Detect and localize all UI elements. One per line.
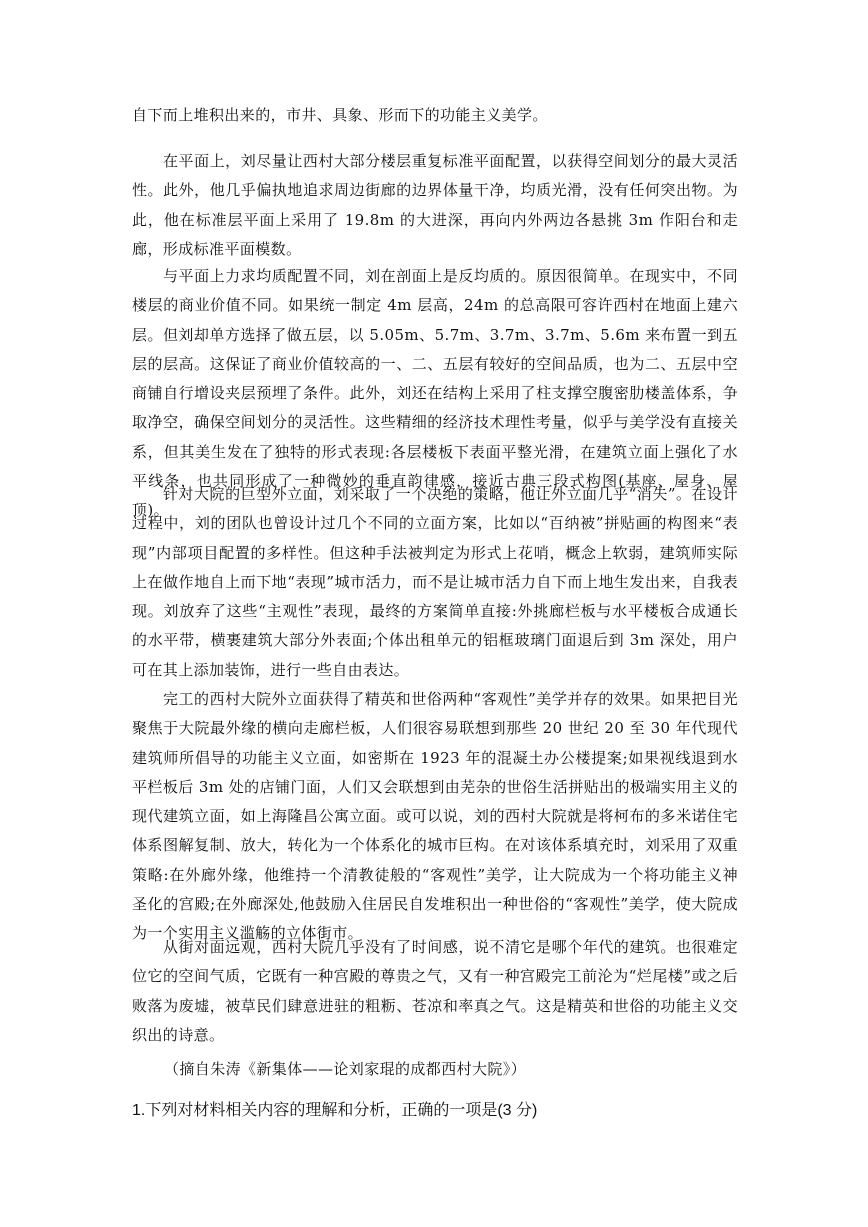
paragraph-facade-strategy: 针对大院的巨型外立面，刘采取了一个决绝的策略，他让外立面几乎“消失”。在设计过程中，刘的团队也曾设计过几个不同的立面方案，比如以“百纳被”拼贴画的构图来“表现”内部项目配置的多样性。但这种手法被判定为形式上花哨，概念上软弱，建筑师实际上在做作地自上而下地“表现”城市活力，而不是让城市活力自下而上地生发出来，自我表现。刘放弃了这些“主观性”表现，最终的方案简单直接:外挑廊栏板与水平楼板合成通长的水平带，横裹建筑大部分外表面;个体出租单元的铝框玻璃门面退后到 3m 深处，用户可在其上添加装饰，进行一些自由表达。 xyxy=(132,485,738,679)
paragraph-continuation: 自下而上堆积出来的，市井、具象、形而下的功能主义美学。 xyxy=(132,106,548,124)
paragraph-plan-layout: 在平面上，刘尽量让西村大部分楼层重复标准平面配置，以获得空间划分的最大灵活性。此外，他几乎偏执地追求周边街廊的边界体量干净，均质光滑，没有任何突出物。为此，他在标准层平面上采用了 19.8m 的大进深，再向内外两边各悬挑 3m 作阳台和走廊，形成标准平面模数。 xyxy=(132,152,738,258)
paragraph-section-heights: 与平面上力求均质配置不同，刘在剖面上是反均质的。原因很简单。在现实中，不同楼层的商业价值不同。如果统一制定 4m 层高，24m 的总高限可容许西村在地面上建六层。但刘却单方选择了做五层，以 5.05m、5.7m、3.7m、3.7m、5.6m 来布置一到五层的层高。这保证了商业价值较高的一、二、五层有较好的空间品质，也为二、五层中空商铺自行增设夹层预埋了条件。此外，刘还在结构上采用了柱支撑空腹密肋楼盖体系，争取净空，确保空间划分的灵活性。这些精细的经济技术理性考量，似乎与美学没有直接关系，但其美生发在了独特的形式表现:各层楼板下表面平整光滑，在建筑立面上强化了水平线条，也共同形成了一种微妙的垂直韵律感，接近古典三段式构图(基座、屋身、屋顶)。 xyxy=(132,267,738,520)
source-citation: （摘自朱涛《新集体——论刘家琨的成都西村大院》） xyxy=(164,1060,527,1078)
paragraph-objective-aesthetics: 完工的西村大院外立面获得了精英和世俗两种“客观性”美学并存的效果。如果把目光聚焦于大院最外缘的横向走廊栏板，人们很容易联想到那些 20 世纪 20 至 30 年代现代建筑师所倡导的功能主义立面，如密斯在 1923 年的混凝土办公楼提案;如果视线退到水平栏板后 3m 处的店铺门面，人们又会联想到由芜杂的世俗生活拼贴出的极端实用主义的现代建筑立面，如上海隆昌公寓立面。或可以说，刘的西村大院就是将柯布的多米诺住宅体系图解复制、放大，转化为一个体系化的城市巨构。在对该体系填充时，刘采用了双重策略:在外廊外缘，他维持一个清教徒般的“客观性”美学，让大院成为一个将功能主义神圣化的宫殿;在外廊深处,他鼓励入住居民自发堆积出一种世俗的“客观性”美学，使大院成为一个实用主义滥觞的立体街市。 xyxy=(132,690,738,943)
question-1: 1.下列对材料相关内容的理解和分析，正确的一项是(3 分) xyxy=(132,1102,538,1119)
paragraph-poetic-conclusion: 从街对面远观，西村大院几乎没有了时间感，说不清它是哪个年代的建筑。也很难定位它的空间气质，它既有一种宫殿的尊贵之气，又有一种宫殿完工前沦为“烂尾楼”或之后败落为废墟，被草民们肆意进驻的粗粝、苍凉和率真之气。这是精英和世俗的功能主义交织出的诗意。 xyxy=(132,938,738,1044)
